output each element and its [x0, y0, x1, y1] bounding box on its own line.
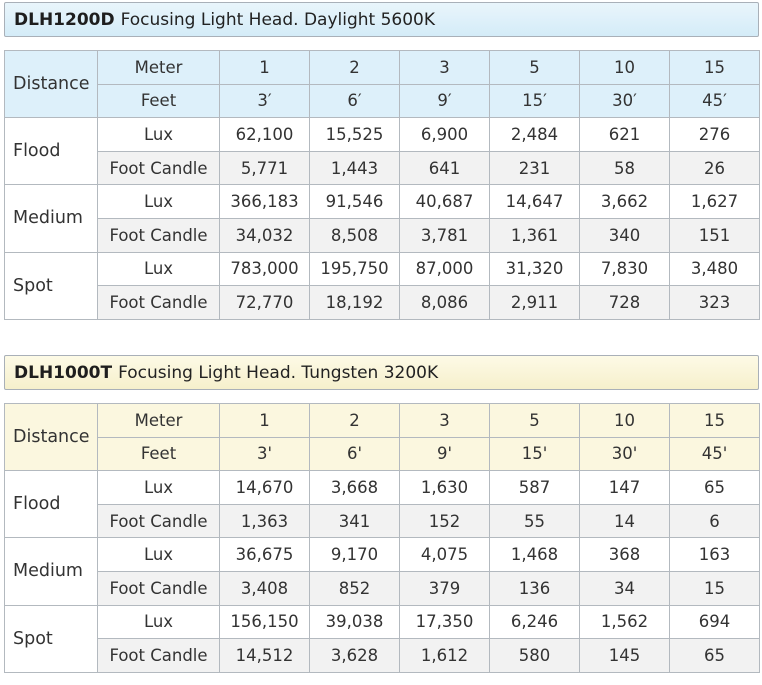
value-cell: 2,911	[490, 286, 580, 320]
table-row	[5, 118, 760, 152]
value-cell: 1,630	[400, 471, 490, 505]
model-code: DLH1200D	[14, 9, 115, 30]
value-cell: 40,687	[400, 185, 490, 219]
value-cell: 7,830	[580, 252, 670, 286]
beam-group-label: Flood	[5, 471, 98, 538]
value-cell: 3,628	[310, 639, 400, 673]
value-cell: 4,075	[400, 538, 490, 572]
value-cell: 136	[490, 571, 580, 605]
feet-label: Feet	[98, 437, 220, 471]
value-cell: 1,468	[490, 538, 580, 572]
unit-label: Lux	[98, 538, 220, 572]
table-row	[5, 218, 760, 252]
value-cell: 6,900	[400, 118, 490, 152]
meter-value: 2	[310, 51, 400, 85]
value-cell: 3,662	[580, 185, 670, 219]
unit-label: Lux	[98, 252, 220, 286]
dlh1200d-section	[4, 2, 759, 312]
value-cell: 31,320	[490, 252, 580, 286]
value-cell: 2,484	[490, 118, 580, 152]
meter-value: 10	[580, 51, 670, 85]
meter-value: 15	[670, 51, 760, 85]
value-cell: 58	[580, 151, 670, 185]
value-cell: 14,647	[490, 185, 580, 219]
value-cell: 152	[400, 504, 490, 538]
value-cell: 34,032	[220, 218, 310, 252]
dlh1000t-section	[4, 355, 759, 665]
section-title: Focusing Light Head. Daylight 5600K	[120, 9, 436, 30]
unit-label: Lux	[98, 185, 220, 219]
value-cell: 65	[670, 639, 760, 673]
meter-header-row	[5, 404, 760, 438]
unit-label: Foot Candle	[98, 286, 220, 320]
feet-value: 9'	[400, 437, 490, 471]
unit-label: Lux	[98, 118, 220, 152]
beam-group-label: Medium	[5, 185, 98, 252]
feet-label: Feet	[98, 84, 220, 118]
value-cell: 231	[490, 151, 580, 185]
value-cell: 5,771	[220, 151, 310, 185]
meter-value: 3	[400, 404, 490, 438]
distance-label: Distance	[5, 404, 98, 471]
value-cell: 621	[580, 118, 670, 152]
value-cell: 1,627	[670, 185, 760, 219]
meter-value: 2	[310, 404, 400, 438]
value-cell: 62,100	[220, 118, 310, 152]
feet-value: 30′	[580, 84, 670, 118]
value-cell: 18,192	[310, 286, 400, 320]
value-cell: 1,361	[490, 218, 580, 252]
value-cell: 91,546	[310, 185, 400, 219]
section-title: Focusing Light Head. Tungsten 3200K	[118, 362, 439, 383]
value-cell: 6	[670, 504, 760, 538]
value-cell: 323	[670, 286, 760, 320]
value-cell: 1,443	[310, 151, 400, 185]
value-cell: 36,675	[220, 538, 310, 572]
value-cell: 15,525	[310, 118, 400, 152]
value-cell: 14	[580, 504, 670, 538]
feet-value: 45′	[670, 84, 760, 118]
value-cell: 34	[580, 571, 670, 605]
meter-header-row	[5, 51, 760, 85]
value-cell: 366,183	[220, 185, 310, 219]
value-cell: 276	[670, 118, 760, 152]
value-cell: 3,781	[400, 218, 490, 252]
value-cell: 340	[580, 218, 670, 252]
table-row	[5, 151, 760, 185]
value-cell: 9,170	[310, 538, 400, 572]
feet-header-row	[5, 437, 760, 471]
table-row	[5, 252, 760, 286]
table-row	[5, 471, 760, 505]
value-cell: 580	[490, 639, 580, 673]
value-cell: 26	[670, 151, 760, 185]
value-cell: 72,770	[220, 286, 310, 320]
value-cell: 728	[580, 286, 670, 320]
value-cell: 39,038	[310, 605, 400, 639]
value-cell: 8,508	[310, 218, 400, 252]
distance-label: Distance	[5, 51, 98, 118]
value-cell: 14,512	[220, 639, 310, 673]
value-cell: 341	[310, 504, 400, 538]
value-cell: 694	[670, 605, 760, 639]
table-row	[5, 639, 760, 673]
table-row	[5, 571, 760, 605]
beam-group-label: Flood	[5, 118, 98, 185]
value-cell: 641	[400, 151, 490, 185]
meter-value: 5	[490, 51, 580, 85]
feet-value: 3'	[220, 437, 310, 471]
feet-value: 15′	[490, 84, 580, 118]
meter-label: Meter	[98, 404, 220, 438]
meter-value: 3	[400, 51, 490, 85]
table-row	[5, 538, 760, 572]
feet-value: 3′	[220, 84, 310, 118]
value-cell: 3,408	[220, 571, 310, 605]
value-cell: 379	[400, 571, 490, 605]
value-cell: 87,000	[400, 252, 490, 286]
beam-group-label: Spot	[5, 252, 98, 319]
value-cell: 6,246	[490, 605, 580, 639]
meter-value: 10	[580, 404, 670, 438]
meter-label: Meter	[98, 51, 220, 85]
value-cell: 195,750	[310, 252, 400, 286]
unit-label: Foot Candle	[98, 571, 220, 605]
meter-value: 5	[490, 404, 580, 438]
value-cell: 8,086	[400, 286, 490, 320]
value-cell: 145	[580, 639, 670, 673]
beam-group-label: Medium	[5, 538, 98, 605]
value-cell: 147	[580, 471, 670, 505]
meter-value: 1	[220, 404, 310, 438]
value-cell: 17,350	[400, 605, 490, 639]
value-cell: 1,612	[400, 639, 490, 673]
table-row	[5, 605, 760, 639]
value-cell: 151	[670, 218, 760, 252]
value-cell: 156,150	[220, 605, 310, 639]
meter-value: 1	[220, 51, 310, 85]
value-cell: 65	[670, 471, 760, 505]
unit-label: Lux	[98, 605, 220, 639]
feet-value: 30'	[580, 437, 670, 471]
feet-value: 6′	[310, 84, 400, 118]
table-row	[5, 185, 760, 219]
model-code: DLH1000T	[14, 362, 113, 383]
value-cell: 783,000	[220, 252, 310, 286]
table-row	[5, 504, 760, 538]
value-cell: 163	[670, 538, 760, 572]
value-cell: 1,562	[580, 605, 670, 639]
photometric-table	[4, 403, 760, 673]
value-cell: 3,668	[310, 471, 400, 505]
section-title-bar	[4, 355, 759, 390]
value-cell: 587	[490, 471, 580, 505]
feet-value: 6'	[310, 437, 400, 471]
feet-value: 9′	[400, 84, 490, 118]
section-title-bar	[4, 2, 759, 37]
value-cell: 852	[310, 571, 400, 605]
unit-label: Foot Candle	[98, 151, 220, 185]
value-cell: 14,670	[220, 471, 310, 505]
table-row	[5, 286, 760, 320]
feet-value: 15'	[490, 437, 580, 471]
feet-value: 45'	[670, 437, 760, 471]
value-cell: 55	[490, 504, 580, 538]
beam-group-label: Spot	[5, 605, 98, 672]
unit-label: Foot Candle	[98, 639, 220, 673]
value-cell: 1,363	[220, 504, 310, 538]
unit-label: Lux	[98, 471, 220, 505]
value-cell: 368	[580, 538, 670, 572]
unit-label: Foot Candle	[98, 218, 220, 252]
feet-header-row	[5, 84, 760, 118]
value-cell: 3,480	[670, 252, 760, 286]
photometric-table	[4, 50, 760, 320]
meter-value: 15	[670, 404, 760, 438]
unit-label: Foot Candle	[98, 504, 220, 538]
value-cell: 15	[670, 571, 760, 605]
